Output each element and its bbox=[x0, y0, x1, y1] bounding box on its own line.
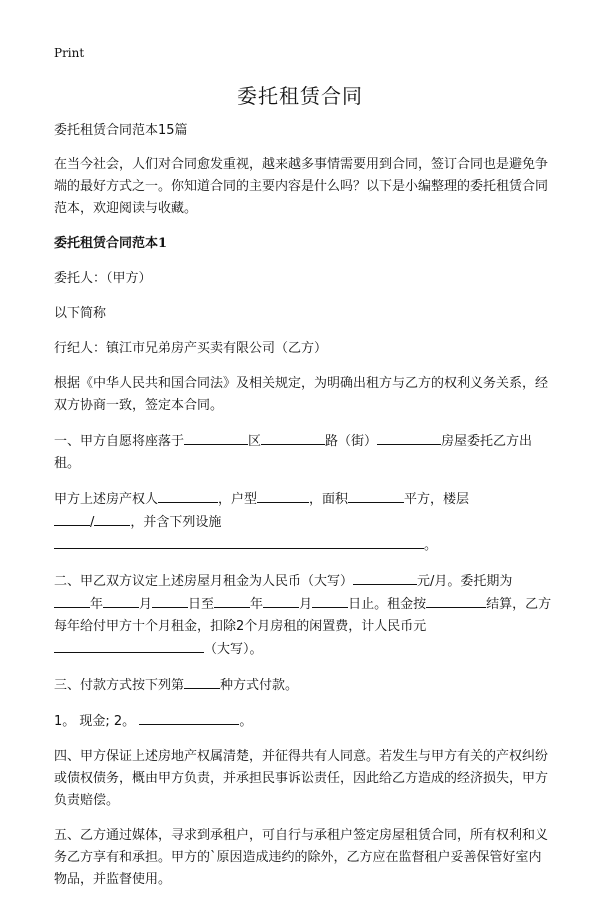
blank-end-year bbox=[214, 593, 250, 608]
blank-owner bbox=[158, 488, 218, 503]
blank-rent-capital bbox=[353, 570, 417, 585]
blank-end-month bbox=[263, 593, 299, 608]
agent-line: 行纪人：镇江市兄弟房产买卖有限公司（乙方） bbox=[54, 341, 328, 356]
clause-1b-slash: / bbox=[90, 515, 95, 530]
blank-settlement bbox=[426, 593, 486, 608]
clause-3 bbox=[54, 674, 554, 697]
blank-area bbox=[348, 488, 404, 503]
clause-1b-layout: ，户型 bbox=[218, 492, 258, 507]
blank-start-month bbox=[103, 593, 139, 608]
clause-1-suffix: 房屋委托乙方出租。 bbox=[54, 434, 533, 471]
payment-options-end: 。 bbox=[239, 714, 253, 729]
blank-floor bbox=[54, 511, 90, 526]
clause-1-prefix: 一、甲方自愿将座落于 bbox=[54, 434, 185, 449]
clause-1b-end: 。 bbox=[424, 538, 438, 553]
document-body bbox=[54, 120, 554, 904]
clause-2-from-day: 日至 bbox=[188, 597, 215, 612]
blank-layout bbox=[257, 488, 309, 503]
blank-end-day bbox=[312, 593, 348, 608]
section-heading: 委托租赁合同范本1 bbox=[54, 236, 168, 251]
clause-2-month1: 月 bbox=[139, 597, 153, 612]
principal-line: 委托人：（甲方） bbox=[54, 271, 152, 286]
abbreviation-line: 以下简称 bbox=[54, 306, 107, 321]
blank-road bbox=[377, 430, 441, 445]
clause-1-district: 区 bbox=[248, 434, 262, 449]
intro-paragraph: 在当今社会，人们对合同愈发重视，越来越多事情需要用到合同，签订合同也是避免争端的最好方式之一。你知道合同的主要内容是什么吗？以下是小编整理的委托租赁合同范本，欢迎阅读与收藏。 bbox=[54, 157, 549, 216]
clause-2-prefix: 二、甲乙双方议定上述房屋月租金为人民币（大写） bbox=[54, 574, 354, 589]
clause-2-month2: 月 bbox=[299, 597, 313, 612]
clause-1b-owner: 甲方上述房产权人 bbox=[54, 492, 159, 507]
clause-3-prefix: 三、付款方式按下列第 bbox=[54, 678, 185, 693]
clause-2-capital: （大写）。 bbox=[204, 642, 263, 657]
blank-district bbox=[261, 430, 325, 445]
clause-1b-facilities: ，并含下列设施 bbox=[130, 515, 222, 530]
blank-facilities bbox=[54, 534, 424, 549]
document-title: 委托租赁合同 bbox=[237, 84, 363, 108]
document-subtitle: 委托租赁合同范本15篇 bbox=[54, 123, 188, 138]
clause-2 bbox=[54, 570, 554, 661]
clause-2-year1: 年 bbox=[90, 597, 104, 612]
print-link[interactable]: Print bbox=[54, 46, 85, 60]
clause-3-suffix: 种方式付款。 bbox=[220, 678, 299, 693]
blank-other-payment bbox=[139, 710, 239, 725]
blank-payment-method bbox=[184, 674, 220, 689]
blank-total-floors bbox=[94, 511, 130, 526]
payment-options bbox=[54, 710, 554, 733]
clause-2-year2: 年 bbox=[250, 597, 264, 612]
blank-start-year bbox=[54, 593, 90, 608]
clause-1b-area: ，面积 bbox=[309, 492, 349, 507]
clause-1b bbox=[54, 488, 554, 557]
clause-2-until: 日止。租金按 bbox=[348, 597, 427, 612]
blank-start-day bbox=[152, 593, 188, 608]
blank-location bbox=[184, 430, 248, 445]
clause-1 bbox=[54, 430, 554, 475]
blank-total-capital bbox=[54, 638, 204, 653]
basis-paragraph: 根据《中华人民共和国合同法》及相关规定，为明确出租方与乙方的权利义务关系，经双方协商一致，签定本合同。 bbox=[54, 376, 549, 413]
clause-2-per-month: 元/月。委托期为 bbox=[417, 574, 513, 589]
clause-5: 五、乙方通过媒体，寻求到承租户，可自行与承租户签定房屋租赁合同，所有权利和义务乙方享有和承担。甲方的`原因造成违约的除外，乙方应在监督租户妥善保管好室内物品，并监督使用。 bbox=[54, 828, 549, 887]
clause-2-settle: 结算，乙方每年给付甲方十个月租金，扣除2个月房租的闲置费，计人民币元 bbox=[54, 597, 552, 634]
clause-1-road: 路（街） bbox=[325, 434, 378, 449]
clause-4: 四、甲方保证上述房地产权属清楚，并征得共有人同意。若发生与甲方有关的产权纠纷或债权债务，概由甲方负责，并承担民事诉讼责任，因此给乙方造成的经济损失，甲方负责赔偿。 bbox=[54, 749, 549, 808]
payment-options-text: 1。 现金; 2。 bbox=[54, 714, 136, 729]
clause-1b-unit: 平方，楼层 bbox=[404, 492, 470, 507]
